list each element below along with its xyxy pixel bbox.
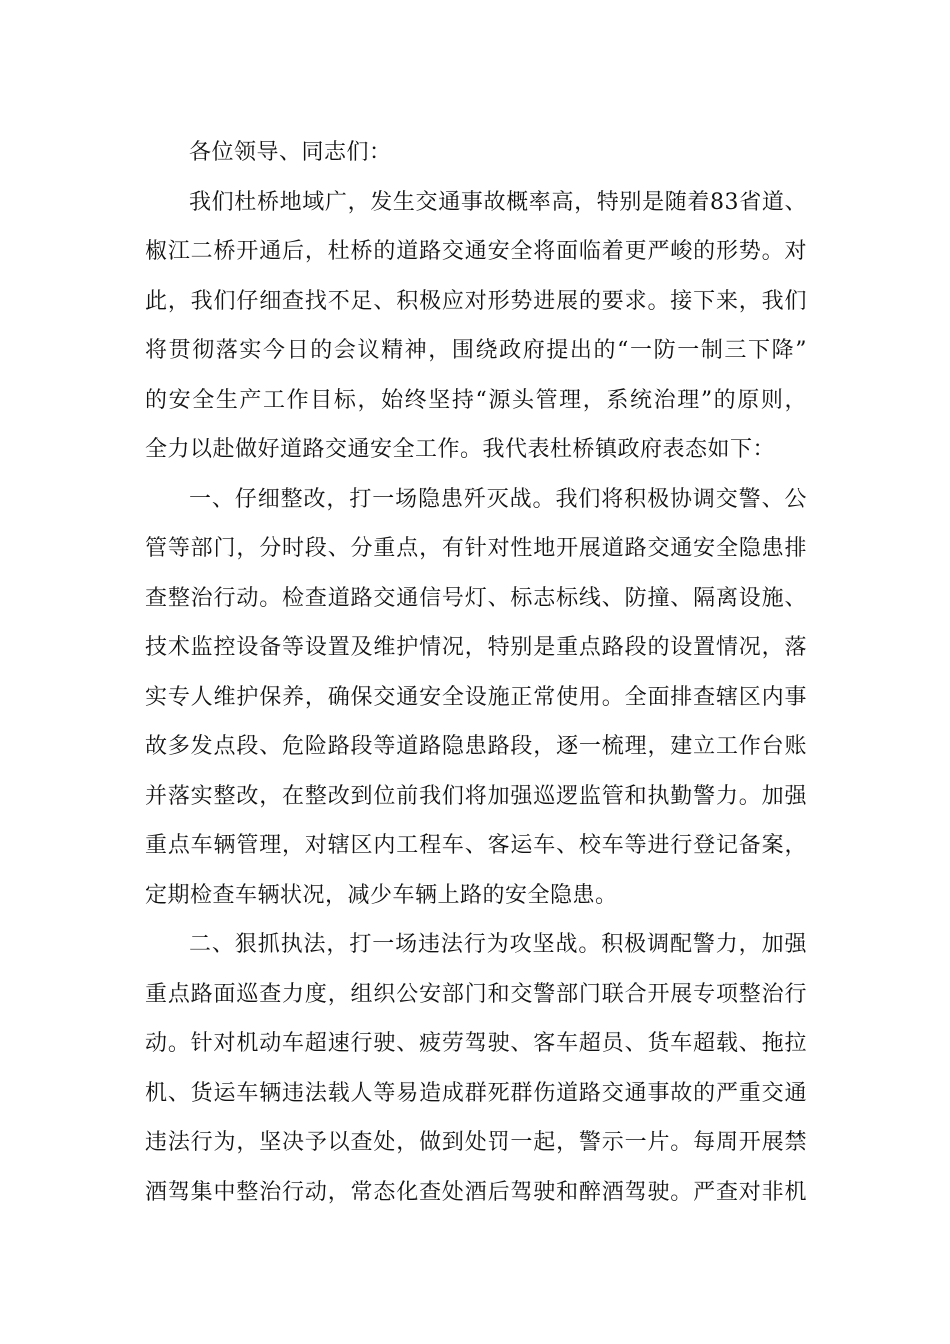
text-line: 技术监控设备等设置及维护情况，特别是重点路段的设置情况，落 [145,635,807,660]
text-line: 并落实整改，在整改到位前我们将加强巡逻监管和执勤警力。加强 [145,783,807,809]
document-body [145,128,807,1217]
text-line: 实专人维护保养，确保交通安全设施正常使用。全面排查辖区内事 [145,684,807,710]
text-line: 定期检查车辆状况，减少车辆上路的安全隐患。 [145,882,618,908]
paragraph-2 [145,475,807,921]
text-line: 重点车辆管理，对辖区内工程车、客运车、校车等进行登记备案， [145,833,807,858]
text-line: 动。针对机动车超速行驶、疲劳驾驶、客车超员、货车超载、拖拉 [145,1031,807,1056]
text-line: 酒驾集中整治行动，常态化查处酒后驾驶和醉酒驾驶。严查对非机 [145,1179,807,1205]
text-line: 重点路面巡查力度，组织公安部门和交警部门联合开展专项整治行 [145,981,807,1007]
text-line: 椒江二桥开通后，杜桥的道路交通安全将面临着更严峻的形势。对 [145,239,807,264]
text-line: 全力以赴做好道路交通安全工作。我代表杜桥镇政府表态如下： [145,437,776,462]
text-line: 故多发点段、危险路段等道路隐患路段，逐一梳理，建立工作台账 [145,734,807,759]
text-line: 二、狠抓执法，打一场违法行为攻坚战。积极调配警力，加强 [189,932,807,957]
text-line: 此，我们仔细查找不足、积极应对形势进展的要求。接下来，我们 [145,288,807,314]
text-line: 机、货运车辆违法载人等易造成群死群伤道路交通事故的严重交通 [145,1080,807,1106]
text-line: 违法行为，坚决予以查处，做到处罚一起，警示一片。每周开展禁 [145,1130,807,1155]
text-line: 管等部门，分时段、分重点，有针对性地开展道路交通安全隐患排 [145,536,807,561]
text-line: 一、仔细整改，打一场隐患歼灭战。我们将积极协调交警、公 [189,486,807,512]
text-line: 将贯彻落实今日的会议精神，围绕政府提出的“一防一制三下降” [145,338,807,363]
text-line: 的安全生产工作目标，始终坚持“源头管理，系统治理”的原则， [145,387,807,413]
text-line: 查整治行动。检查道路交通信号灯、标志标线、防撞、隔离设施、 [145,585,807,611]
paragraph-1 [145,178,807,475]
greeting-line: 各位领导、同志们： [189,140,392,165]
text-line: 我们杜桥地域广，发生交通事故概率高，特别是随着83省道、 [189,189,807,215]
paragraph-3 [145,920,807,1217]
